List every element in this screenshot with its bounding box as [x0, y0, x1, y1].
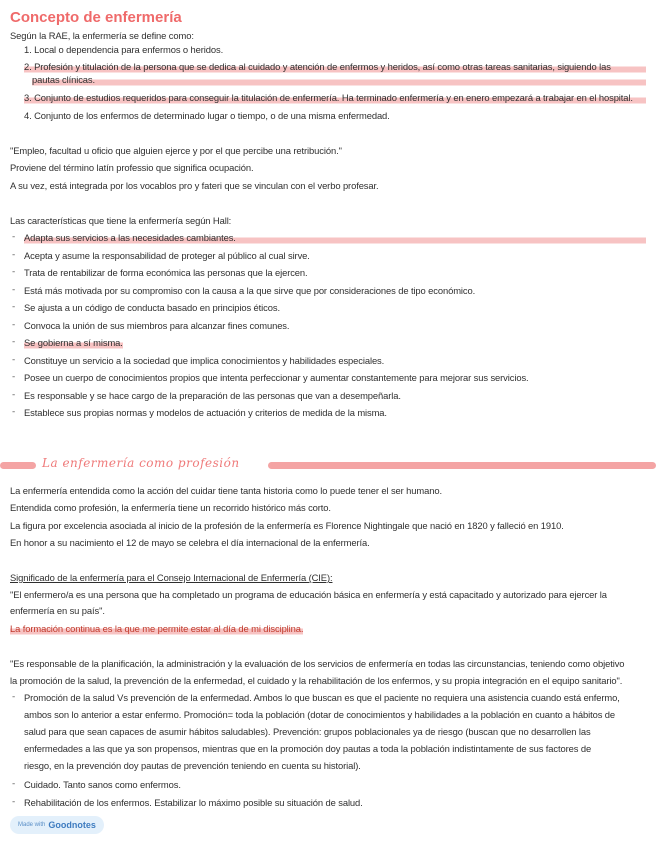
rehab-item: Rehabilitación de los enfermos. Estabilizar lo máximo posible su situación de salud. [24, 797, 363, 808]
hall-item: Convoca la unión de sus miembros para alcanzar fines comunes. [24, 320, 290, 331]
prof-line-4: En honor a su nacimiento el 12 de mayo se celebra el día internacional de la enfermería. [10, 537, 370, 548]
promo-line-4: enfermedades a las que ya son propensos, mientras que en la promoción doy pautas a toda la población indistintamente de sus factores de [24, 743, 592, 754]
origin-line-1: Proviene del término latín professio que significa ocupación. [10, 162, 254, 173]
rae-def-4: 4. Conjunto de los enfermos de determinado lugar o tiempo, o de una misma enfermedad. [24, 110, 390, 121]
banner-title: La enfermería como profesión [42, 456, 240, 470]
promo-line-3: salud para que sean capaces de asumir hábitos saludables). Prevención: grupos poblacionales ya de riesgo (buscan que no desarrollen las [24, 726, 591, 737]
rae-def-1: 1. Local o dependencia para enfermos o heridos. [24, 44, 224, 55]
badge-brand: Goodnotes [48, 820, 96, 830]
quote-definition: "Empleo, facultad u oficio que alguien ejerce y por el que percibe una retribución." [10, 145, 342, 156]
cie-quote-cont: enfermería en su país". [10, 605, 105, 616]
hall-item: Es responsable y se hace cargo de la preparación de las personas que van a desempeñarla. [24, 390, 401, 401]
hall-item: Adapta sus servicios a las necesidades cambiantes. [24, 232, 646, 244]
rae-def-3: 3. Conjunto de estudios requeridos para conseguir la titulación de enfermería. Ha terminado enfermería y en enero empezará a trabajar en el hospital. [24, 92, 646, 104]
page-title: Concepto de enfermería [10, 9, 182, 26]
note-page: Concepto de enfermería Según la RAE, la enfermería se define como: 1. Local o dependencia para enfermos o heridos. 2. Profesión y titulación de la persona que se dedica al cuidado y atención de enfermos y heridos, así como otras tareas sanitarias, siguiendo las pautas clínicas. 3. Conjunto de estudios requeridos para conseguir la titulación de enfermería. Ha terminado enfermería y en enero empezará a trabajar en el hospital. 4. Conjunto de los enfermos de determinado lugar o tiempo, o de una misma enfermedad. "Empleo, facultad u oficio que alguien ejerce y por el que percibe una retribución." Proviene del término latín professio que significa ocupación. A su vez, está integrada por los vocablos pro y fateri que se vinculan con el verbo profesar. Las características que tiene la enfermería según Hall: - Adapta sus servicios a las necesidades cambiantes. - Acepta y asume la responsabilidad de proteger al público al cual sirve. - Trata de rentabilizar de forma económica las personas que la ejercen. - Está más motivada por su compromiso con la causa a la que sirve que por consideraciones de tipo económico. - Se ajusta a un código de conducta basado en principios éticos. - Convoca la unión de sus miembros para alcanzar fines comunes. - Se gobierna a sí misma. - Constituye un servicio a la sociedad que implica conocimientos y habilidades especiales. - Posee un cuerpo de conocimientos propios que intenta perfeccionar y aumentar constantemente para mejorar sus servicios. - Es responsable y se hace cargo de la preparación de las personas que van a desempeñarla. - Establece sus propias normas y modelos de actuación y criterios de medida de la misma. La enfermería como profesión La enfermería entendida como la acción del cuidar tiene tanta historia como lo puede tener el ser humano. Entendida como profesión, la enfermería tiene un recorrido histórico más corto. La figura por excelencia asociada al inicio de la profesión de la enfermería es Florence Nightingale que nació en 1820 y falleció en 1910. En honor a su nacimiento el 12 de mayo se celebra el día internacional de la enfermería. Significado de la enfermería para el Consejo Internacional de Enfermería (CIE): "El enfermero/a es una persona que ha completado un programa de educación básica en enfermería y está capacitado y autorizado para ejercer la enfermería en su país". La formación continua es la que me permite estar al día de mi disciplina. "Es responsable de la planificación, la administración y la evaluación de los servicios de enfermería en todas las circunstancias, teniendo como objetivo la promoción de la salud, la prevención de la enfermedad, el cuidado y la rehabilitación de los enfermos, y su propia integración en el equipo sanitario". - Promoción de la salud Vs prevención de la enfermedad. Ambos lo que buscan es que el paciente no requiera una asistencia cuando está enfermo, ambos son lo anterior a estar enfermo. Promoción= toda la población (dotar de conocimientos y habilidades a la población en cuanto a hábitos de salud para que sean capaces de asumir hábitos saludables). Prevención: grupos poblacionales ya de riesgo (buscan que no desarrollen las enfermedades a las que ya son propensos, mientras que en la promoción doy pautas a toda la población indistintamente de sus factores de riesgo, en la prevención doy pautas de prevención teniendo en cuenta su historial). - Cuidado. Tanto sanos como enfermos. - Rehabilitación de los enfermos. Estabilizar lo máximo posible su situación de salud. Made with Goodnotes [0, 0, 656, 848]
hall-item: Establece sus propias normas y modelos de actuación y criterios de medida de la misma. [24, 407, 387, 418]
hall-item: Se ajusta a un código de conducta basado en principios éticos. [24, 302, 280, 313]
rae-def-2-cont: pautas clínicas. [32, 74, 646, 86]
origin-line-2: A su vez, está integrada por los vocablos pro y fateri que se vinculan con el verbo profesar. [10, 180, 379, 191]
care-item: Cuidado. Tanto sanos como enfermos. [24, 779, 181, 790]
promo-line-1: Promoción de la salud Vs prevención de la enfermedad. Ambos lo que buscan es que el paciente no requiera una asistencia cuando está enfermo, [24, 692, 620, 703]
hall-item: Trata de rentabilizar de forma económica las personas que la ejercen. [24, 267, 308, 278]
prof-line-1: La enfermería entendida como la acción del cuidar tiene tanta historia como lo puede tener el ser humano. [10, 485, 442, 496]
responsibility-quote: "Es responsable de la planificación, la administración y la evaluación de los servicios de enfermería en todas las circunstancias, teniendo como objetivo [10, 658, 625, 669]
prof-line-3: La figura por excelencia asociada al inicio de la profesión de la enfermería es Florence Nightingale que nació en 1820 y falleció en 1910. [10, 520, 564, 531]
hall-item: Posee un cuerpo de conocimientos propios que intenta perfeccionar y aumentar constantemente para mejorar sus servicios. [24, 372, 529, 383]
hall-item: Está más motivada por su compromiso con la causa a la que sirve que por consideraciones de tipo económico. [24, 285, 476, 296]
cie-heading: Significado de la enfermería para el Consejo Internacional de Enfermería (CIE): [10, 572, 333, 583]
hall-item: Constituye un servicio a la sociedad que implica conocimientos y habilidades especiales. [24, 355, 385, 366]
prof-line-2: Entendida como profesión, la enfermería tiene un recorrido histórico más corto. [10, 502, 331, 513]
section-banner [0, 455, 656, 475]
responsibility-quote-cont: la promoción de la salud, la prevención de la enfermedad, el cuidado y la rehabilitación de los enfermos, y su propia integración en el equipo sanitario". [10, 675, 623, 686]
rae-def-2: 2. Profesión y titulación de la persona que se dedica al cuidado y atención de enfermos y heridos, así como otras tareas sanitarias, siguiendo las [24, 61, 646, 73]
goodnotes-badge [10, 816, 104, 834]
promo-line-5: riesgo, en la prevención doy pautas de prevención teniendo en cuenta su historial). [24, 760, 361, 771]
hall-intro: Las características que tiene la enfermería según Hall: [10, 215, 232, 226]
promo-line-2: ambos son lo anterior a estar enfermo. Promoción= toda la población (dotar de conocimientos y habilidades a la población en cuanto a hábitos de [24, 709, 616, 720]
banner-stripe-left [0, 462, 36, 469]
hall-item: Se gobierna a sí misma. [24, 337, 123, 348]
continuing-education-note: La formación continua es la que me permite estar al día de mi disciplina. [10, 623, 304, 634]
banner-stripe-right [268, 462, 656, 469]
badge-made-with: Made with [18, 822, 46, 828]
intro-text: Según la RAE, la enfermería se define como: [10, 30, 194, 41]
hall-item: Acepta y asume la responsabilidad de proteger al público al cual sirve. [24, 250, 310, 261]
cie-quote: "El enfermero/a es una persona que ha completado un programa de educación básica en enfermería y está capacitado y autorizado para ejercer la [10, 589, 607, 600]
